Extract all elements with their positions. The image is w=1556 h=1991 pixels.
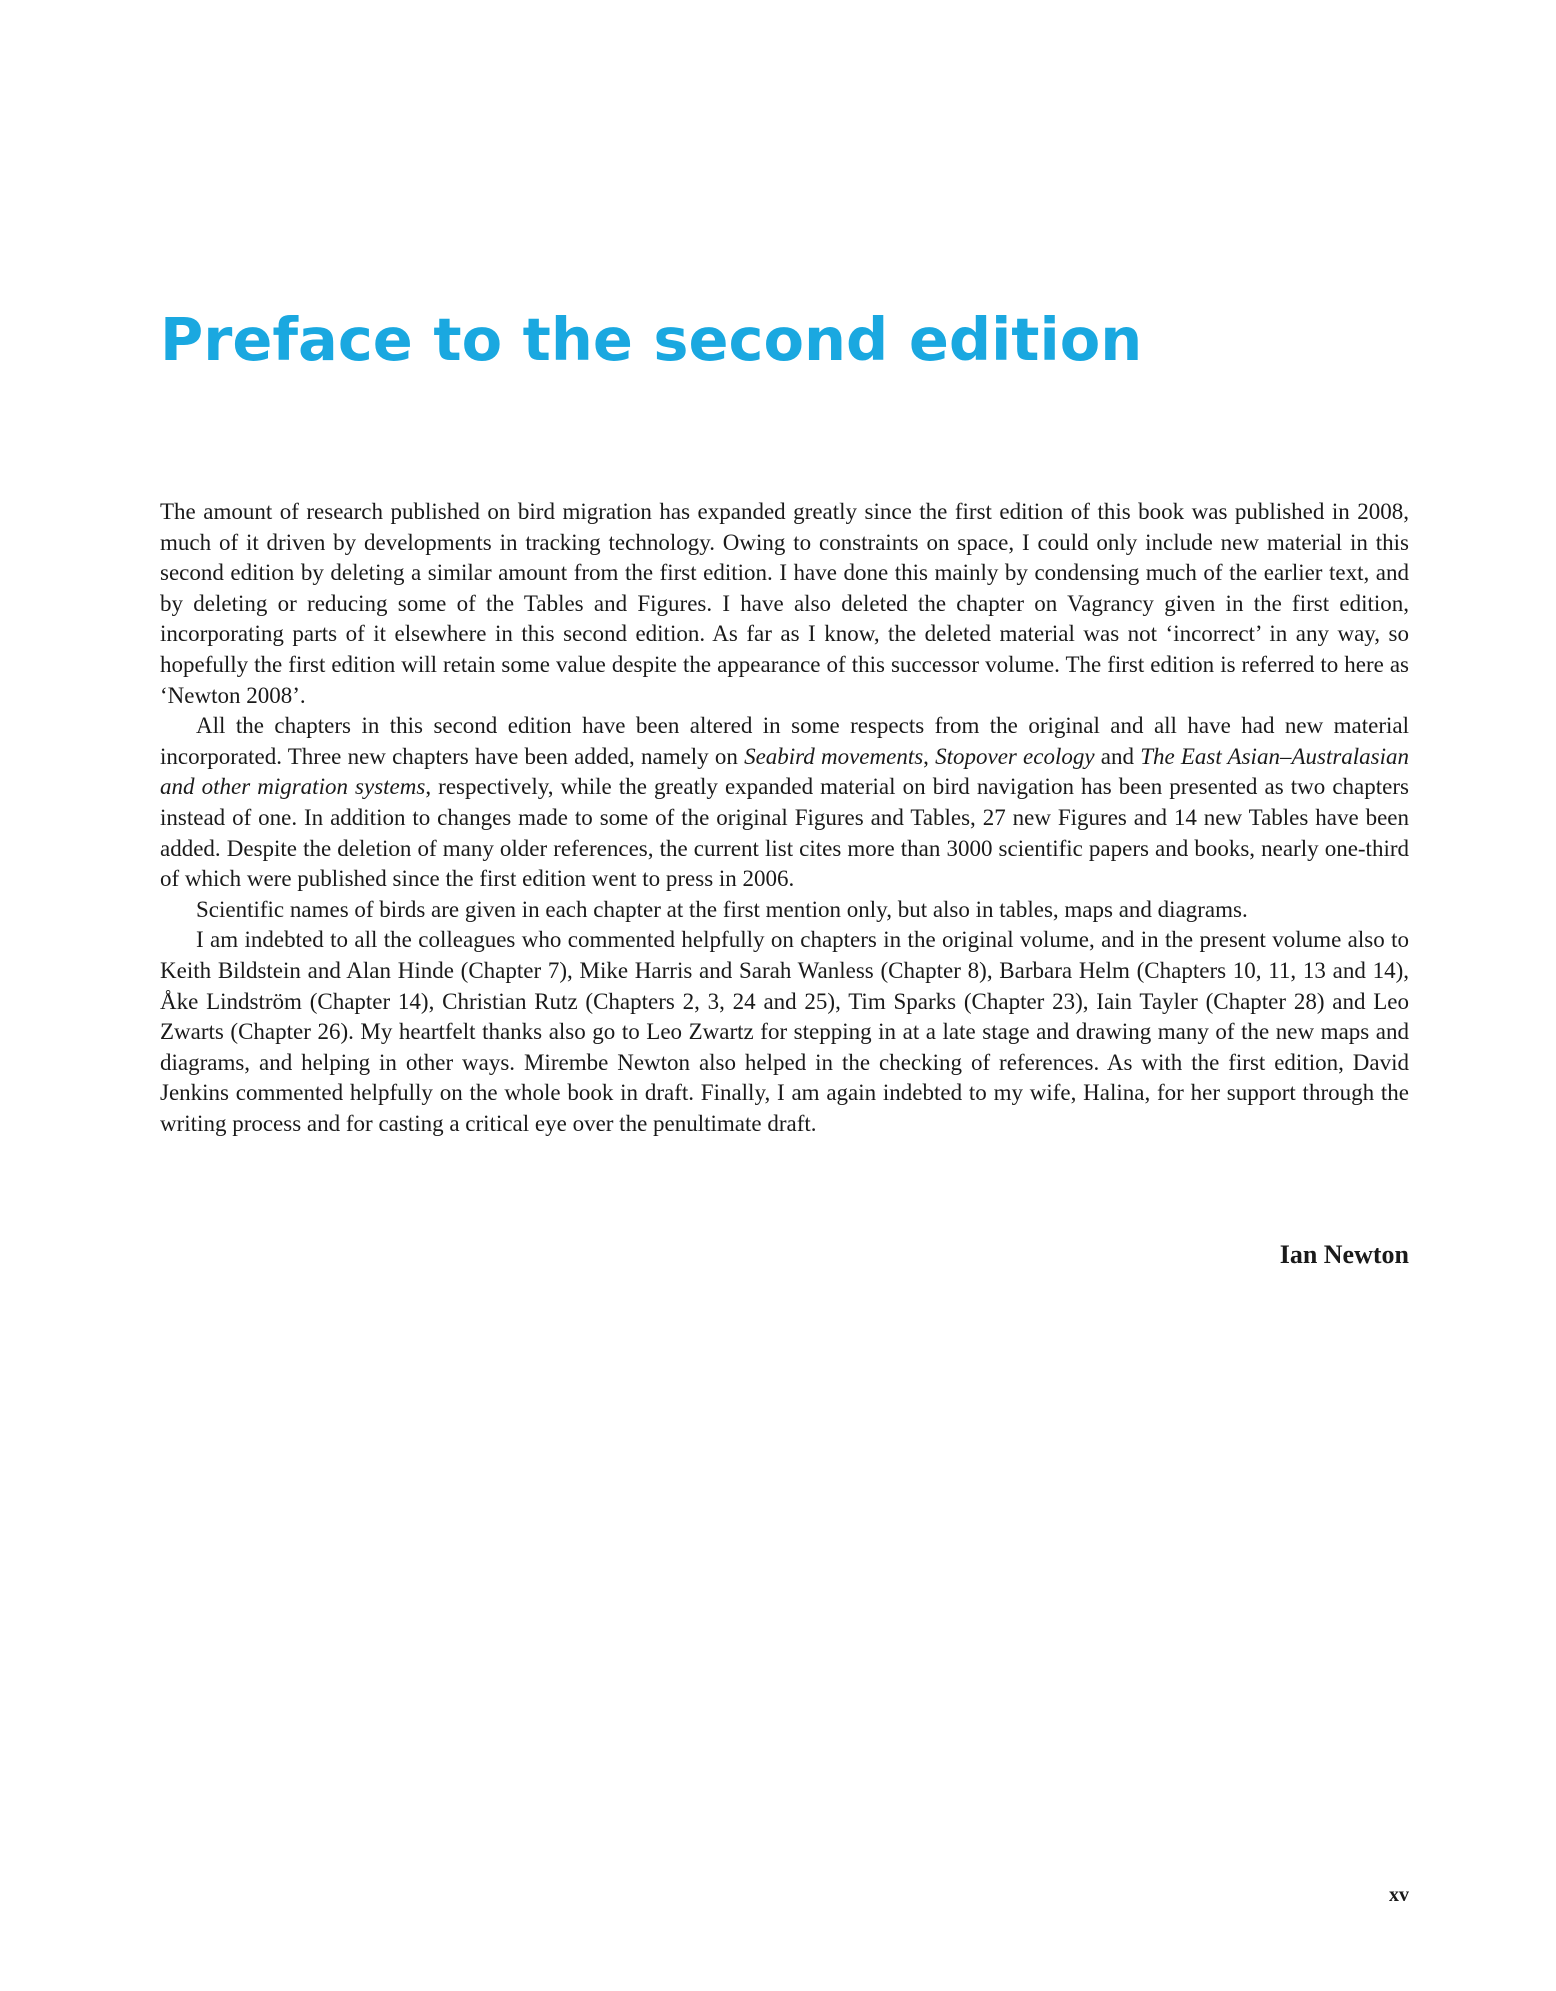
- author-signature: Ian Newton: [1279, 1240, 1409, 1269]
- paragraph-2-text-d: , respectively, while the greatly expanded material on bird navigation has been presented as two chapters instead of one. In addition to changes made to some of the original Figures and Tables, 27 new Figures and 14 new Tables have been added. Despite the deletion of many older references, the current list cites more than 3000 scientific papers and books, nearly one-third of which were published since the first edition went to press in 2006.: [160, 774, 1409, 892]
- paragraph-2-text-a: All the chapters in this second edition have been altered in some respects from the original and all have had new material incorporated. Three new chapters have been added, namely on: [160, 713, 1409, 769]
- paragraph-2-text-b: ,: [923, 743, 936, 769]
- chapter-title-east-asian-australasian: The East Asian–Australasian and other migration systems: [160, 743, 1410, 800]
- chapter-title-stopover-ecology: Stopover ecology: [935, 743, 1095, 769]
- preface-body: [160, 497, 1409, 1139]
- page-number: xv: [1389, 1884, 1409, 1906]
- paragraph-2: [160, 711, 1409, 895]
- page-title: Preface to the second edition: [160, 305, 1143, 374]
- paragraph-2-text-c: and: [1094, 743, 1141, 769]
- chapter-title-seabird-movements: Seabird movements: [744, 743, 924, 769]
- paragraph-4: I am indebted to all the colleagues who commented helpfully on chapters in the original volume, and in the present volume also to Keith Bildstein and Alan Hinde (Chapter 7), Mike Harris and Sarah Wanless (Chapter 8), Barbara Helm (Chapters 10, 11, 13 and 14), Åke Lindström (Chapter 14), Christian Rutz (Chapters 2, 3, 24 and 25), Tim Sparks (Chapter 23), Iain Tayler (Chapter 28) and Leo Zwarts (Chapter 26). My heartfelt thanks also go to Leo Zwartz for stepping in at a late stage and drawing many of the new maps and diagrams, and helping in other ways. Mirembe Newton also helped in the checking of references. As with the first edition, David Jenkins commented helpfully on the whole book in draft. Finally, I am again indebted to my wife, Halina, for her support through the writing process and for casting a critical eye over the penultimate draft.: [160, 927, 1409, 1136]
- paragraph-3: Scientific names of birds are given in each chapter at the first mention only, but also in tables, maps and diagrams.: [196, 896, 1248, 922]
- paragraph-1: The amount of research published on bird migration has expanded greatly since the first edition of this book was published in 2008, much of it driven by developments in tracking technology. Owing to constraints on space, I could only include new material in this second edition by deleting a similar amount from the first edition. I have done this mainly by condensing much of the earlier text, and by deleting or reducing some of the Tables and Figures. I have also deleted the chapter on Vagrancy given in the first edition, incorporating parts of it elsewhere in this second edition. As far as I know, the deleted material was not ‘incorrect’ in any way, so hopefully the first edition will retain some value despite the appearance of this successor volume. The first edition is referred to here as ‘Newton 2008’.: [160, 499, 1409, 708]
